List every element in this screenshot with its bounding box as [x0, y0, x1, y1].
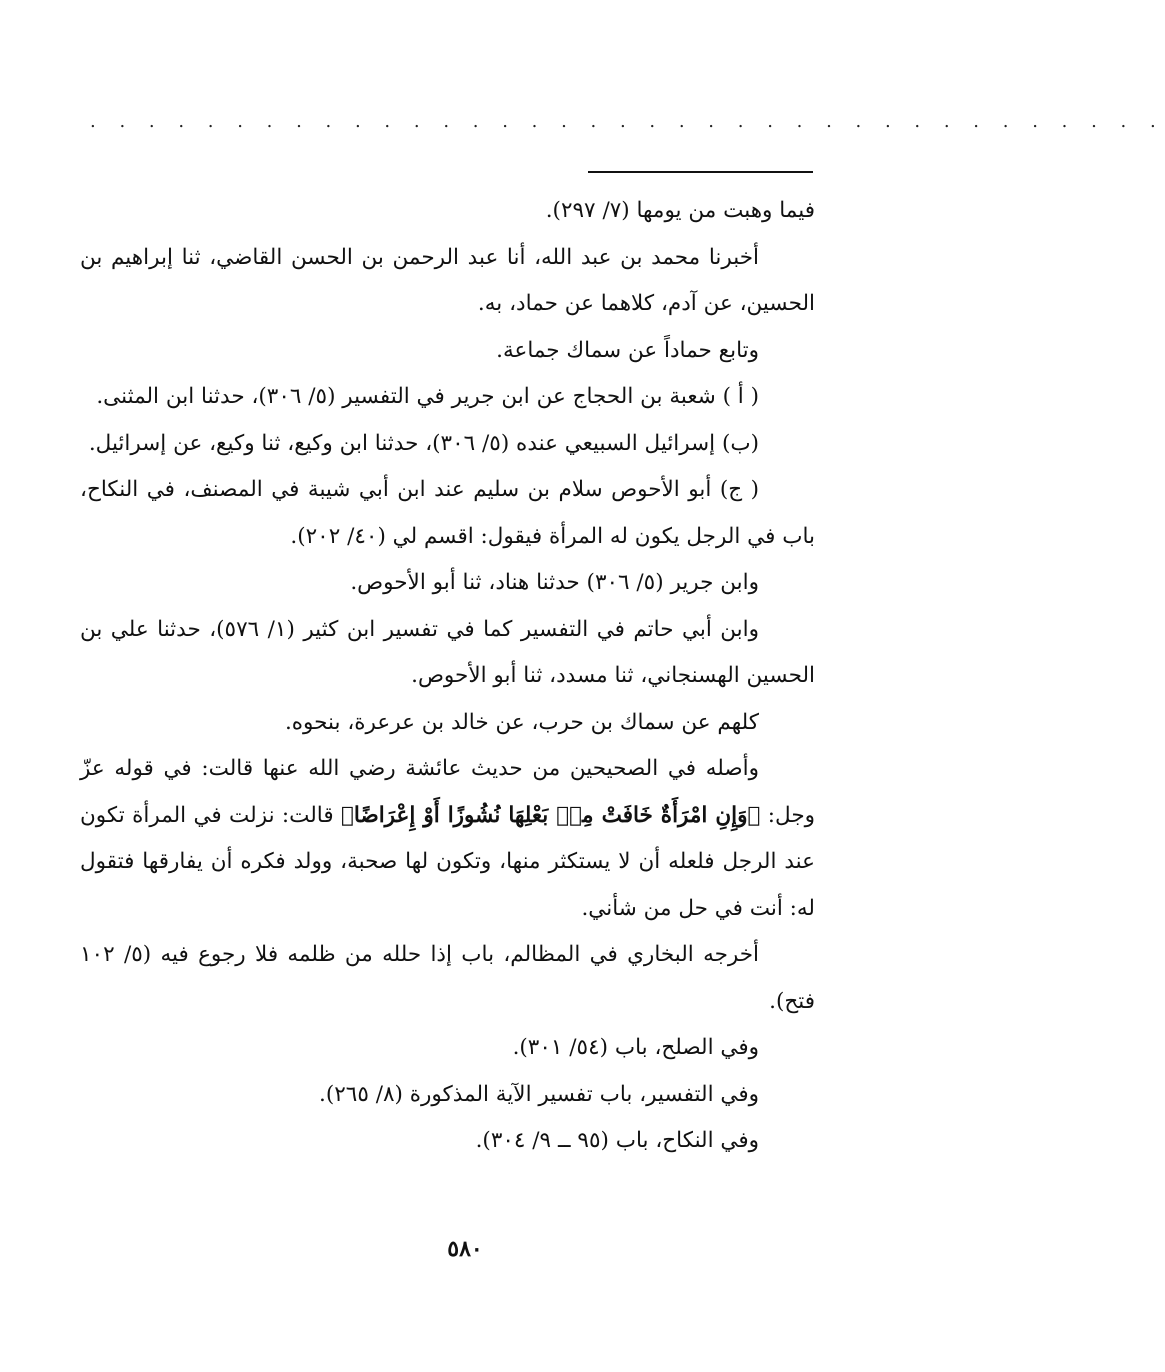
paragraph-3: وتابع حماداً عن سماك جماعة. — [496, 337, 759, 363]
main-text — [80, 188, 815, 1165]
paragraph-10-start: وأصله في الصحيحين من حديث عائشة رضي الله عنها قالت: في قوله عزّ وجل: — [80, 756, 815, 828]
footnote-separator — [588, 171, 813, 173]
page-number: ٥٨٠ — [447, 1236, 483, 1262]
paragraph-10-end: قالت: نزلت في المرأة تكون عند الرجل فلعله أن لا يستكثر منها، وتكون لها صحبة، وولد فكره أن يفارقها فتقول له: أنت في حل من شأني. — [80, 802, 815, 921]
paragraph-6: ( ج) أبو الأحوص سلام بن سليم عند ابن أبي شيبة في المصنف، في النكاح، باب في الرجل يكون له المرأة فيقول: اقسم لي (٤٠/ ٢٠٢). — [80, 477, 815, 549]
paragraph-11: أخرجه البخاري في المظالم، باب إذا حلله من ظلمه فلا رجوع فيه (٥/ ١٠٢ فتح). — [80, 942, 815, 1014]
paragraph-5: (ب) إسرائيل السبيعي عنده (٥/ ٣٠٦)، حدثنا ابن وكيع، ثنا وكيع، عن إسرائيل. — [88, 430, 759, 456]
paragraph-10 — [80, 746, 815, 932]
paragraph-2: أخبرنا محمد بن عبد الله، أنا عبد الرحمن بن الحسن القاضي، ثنا إبراهيم بن الحسين، عن آدم، كلاهما عن حماد، به. — [80, 244, 815, 316]
paragraph-12: وفي الصلح، باب (٥٤/ ٣٠١). — [512, 1035, 759, 1060]
paragraph-4: ( أ ) شعبة بن الحجاج عن ابن جرير في التفسير (٥/ ٣٠٦)، حدثنا ابن المثنى. — [96, 384, 759, 409]
header-dotted-line: . . . . . . . . . . . . . . . . . . . . . . . . . . . . . . . . . . . . . — [90, 111, 1165, 132]
paragraph-8: وابن أبي حاتم في التفسير كما في تفسير ابن كثير (١/ ٥٧٦)، حدثنا علي بن الحسين الهسنجاني، ثنا مسدد، ثنا أبو الأحوص. — [80, 616, 815, 688]
paragraph-7: وابن جرير (٥/ ٣٠٦) حدثنا هناد، ثنا أبو الأحوص. — [350, 570, 759, 595]
paragraph-9: كلهم عن سماك بن حرب، عن خالد بن عرعرة، بنحوه. — [284, 709, 759, 735]
paragraph-1: فيما وهبت من يومها (٧/ ٢٩٧). — [545, 198, 815, 223]
paragraph-14: وفي النكاح، باب (٩٥ ــ ٩/ ٣٠٤). — [475, 1128, 759, 1153]
quran-verse: ﴿وَإِنِ امْرَأَةٌ خَافَتْ مِنۢ بَعْلِهَا نُشُوزًا أَوْ إِعْرَاضًا﴾ — [341, 802, 761, 828]
paragraph-13: وفي التفسير، باب تفسير الآية المذكورة (٨/ ٢٦٥). — [318, 1081, 759, 1107]
